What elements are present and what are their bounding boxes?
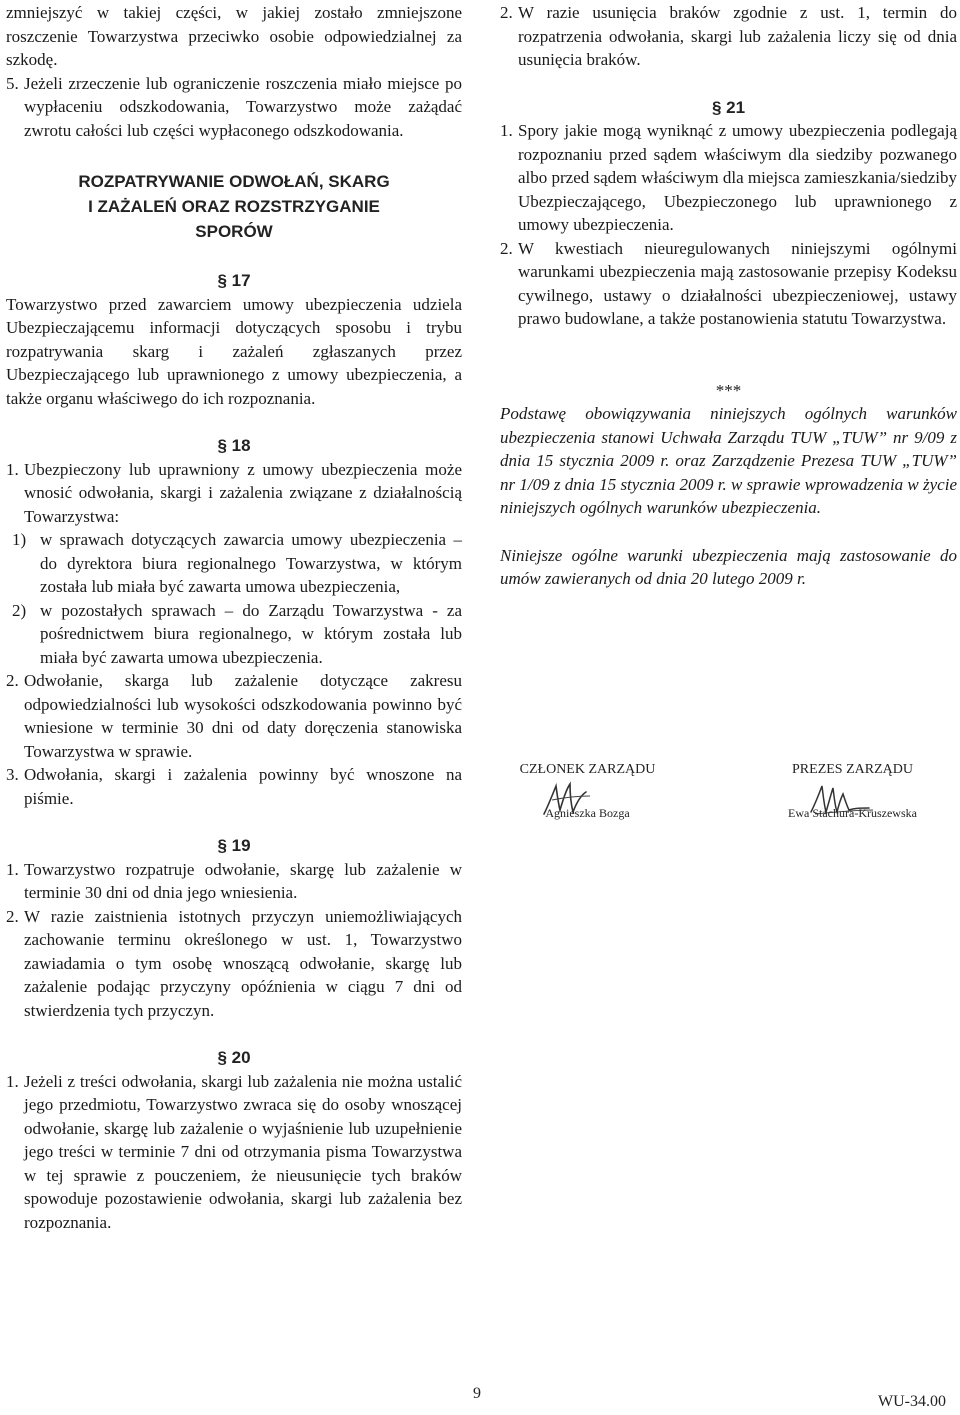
left-column: [6, 0, 462, 1234]
legal-basis-text: Podstawę obowiązywania niniejszych ogólnych warunków ubezpieczenia stanowi Uchwała Zarządu TUW „TUW” nr 9/09 z dnia 15 stycznia 2009 r. oraz Zarządzenie Prezesa TUW „TUW” nr 1/09 z dnia 15 stycznia 2009 r. w sprawie wprowadzenia w życie niniejszych ogólnych warunków ubezpieczenia.: [500, 404, 957, 517]
clause-18-1-subitems: [0, 528, 462, 669]
clause-number: 2.: [6, 906, 19, 926]
heading-line: ROZPATRYWANIE ODWOŁAŃ, SKARG: [78, 172, 390, 191]
section-17-title: § 17: [217, 271, 251, 290]
section-18-title: § 18: [217, 436, 251, 455]
clause-18-2: [6, 669, 462, 763]
clause-19-2: [6, 905, 462, 1023]
signature-board-member: [500, 762, 675, 821]
clause-text: Ubezpieczony lub uprawniony z umowy ubezpieczenia może wnosić odwołania, skargi i zażalenia związane z działalnością Towarzystwa:: [24, 459, 462, 526]
clause-number: 3.: [6, 765, 19, 784]
right-column: [500, 0, 957, 591]
subclause-number: 1): [12, 530, 27, 549]
clause-21-1: [500, 119, 957, 237]
subclause-18-1-1: [0, 528, 462, 599]
clause-20-2: [500, 1, 957, 72]
clause-text: Towarzystwo rozpatruje odwołanie, skargę lub zażalenie w terminie 30 dni od dnia jego wniesienia.: [24, 859, 462, 902]
clause-5: [6, 72, 462, 143]
heading-line: SPORÓW: [195, 222, 273, 241]
clause-text: Odwołania, skargi i zażalenia powinny być wnoszone na piśmie.: [24, 765, 462, 808]
separator-stars: ***: [715, 380, 742, 400]
subclause-text: w sprawach dotyczących zawarcia umowy ubezpieczenia – do dyrektora biura regionalnego Towarzystwa, w którym została lub miała być zawarta umowa ubezpieczenia,: [40, 530, 462, 596]
clause-number: 1.: [6, 459, 19, 479]
signature-name: Agnieszka Bozga: [545, 806, 630, 820]
clause-number: 2.: [6, 671, 19, 690]
clause-number: 2.: [500, 3, 513, 22]
subclause-18-1-2: [0, 599, 462, 670]
clause-number: 1.: [500, 121, 513, 140]
subclause-number: 2): [12, 600, 27, 620]
clause-18-1: [6, 458, 462, 529]
signature-role: CZŁONEK ZARZĄDU: [519, 762, 656, 777]
clause-number: 2.: [500, 238, 513, 258]
clause-21-2: [500, 237, 957, 331]
clause-number: 1.: [6, 1071, 19, 1091]
clause-18-3: [6, 763, 462, 810]
clause-text: W razie zaistnienia istotnych przyczyn uniemożliwiających zachowanie terminu określonego w ust. 1, Towarzystwo zawiadamia o tym osobę wnoszącą odwołanie, skargę lub zażalenie podając przyczyny opóźnienia w ciągu 7 dni od stwierdzenia tych przyczyn.: [24, 906, 462, 1020]
clause-text: Jeżeli z treści odwołania, skargi lub zażalenia nie można ustalić jego przedmiotu, Towarzystwo zwraca się do osoby wnoszącej odwołanie, skargę lub zażalenie o wyjaśnienie lub uzupełnienie jego treści w terminie 7 dni od otrzymania pisma Towarzystwa w tej sprawie z pouczeniem, że nieusunięcie tych braków spowoduje pozostawienie odwołania, skargi lub zażalenia bez rozpoznania.: [24, 1071, 462, 1232]
clause-text: Odwołanie, skarga lub zażalenie dotyczące zakresu odpowiedzialności lub wysokości odszkodowania powinno być wniesione w terminie 30 dni od daty doręczenia stanowiska Towarzystwa w sprawie.: [24, 671, 462, 761]
clause-20-1: [6, 1070, 462, 1235]
document-code: WU-34.00: [878, 1393, 946, 1410]
clause-number: 1.: [6, 859, 19, 879]
clause-number: 5.: [6, 73, 19, 93]
heading-line: I ZAŻALEŃ ORAZ ROZSTRZYGANIE: [88, 197, 380, 216]
chapter-heading: [6, 169, 462, 244]
subclause-text: w pozostałych sprawach – do Zarządu Towarzystwa - za pośrednictwem biura regionalnego, w którym została lub miała być zawarta umowa ubezpieczenia.: [40, 600, 462, 667]
clause-text: W razie usunięcia braków zgodnie z ust. 1, termin do rozpatrzenia odwołania, skargi lub zażalenia liczy się od dnia usunięcia braków.: [518, 3, 957, 69]
signature-name: Ewa Stachura-Kruszewska: [788, 806, 917, 820]
clause-text: W kwestiach nieuregulowanych niniejszymi ogólnymi warunkami ubezpieczenia mają zastosowanie przepisy Kodeksu cywilnego, ustawy o działalności ubezpieczeniowej, ustawy prawo budowlane, a także postanowienia statutu Towarzystwa.: [518, 238, 957, 328]
signature-role: PREZES ZARZĄDU: [792, 762, 913, 777]
intro-paragraph: zmniejszyć w takiej części, w jakiej zostało zmniejszone roszczenie Towarzystwa przeciwko osobie odpowiedzialnej za szkodę.: [6, 3, 462, 69]
clause-text: Jeżeli zrzeczenie lub ograniczenie roszczenia miało miejsce po wypłaceniu odszkodowania, Towarzystwo może zażądać zwrotu całości lub części wypłaconego odszkodowania.: [24, 73, 462, 140]
clause-text: Spory jakie mogą wyniknąć z umowy ubezpieczenia podlegają rozpoznaniu przed sądem właściwym dla siedziby pozwanego albo przed sądem właściwym dla miejsca zamieszkania/siedziby Ubezpieczającego, Ubezpieczonego lub uprawnionego z umowy ubezpieczenia.: [518, 121, 958, 234]
section-21-title: § 21: [711, 97, 746, 117]
page-number: 9: [473, 1385, 481, 1402]
clause-19-1: [6, 858, 462, 905]
effective-date-text: Niniejsze ogólne warunki ubezpieczenia mają zastosowanie do umów zawieranych od dnia 20 lutego 2009 r.: [500, 545, 957, 588]
section-20-title: § 20: [217, 1048, 251, 1067]
signature-president: [775, 762, 930, 821]
section-17-text: Towarzystwo przed zawarciem umowy ubezpieczenia udziela Ubezpieczającemu informacji dotyczących sposobu i trybu rozpatrywania skarg i zażaleń zgłaszanych przez Ubezpieczającego lub uprawnionego z umowy ubezpieczenia, a także organu właściwego do ich rozpoznania.: [6, 294, 462, 408]
section-19-title: § 19: [217, 836, 251, 855]
